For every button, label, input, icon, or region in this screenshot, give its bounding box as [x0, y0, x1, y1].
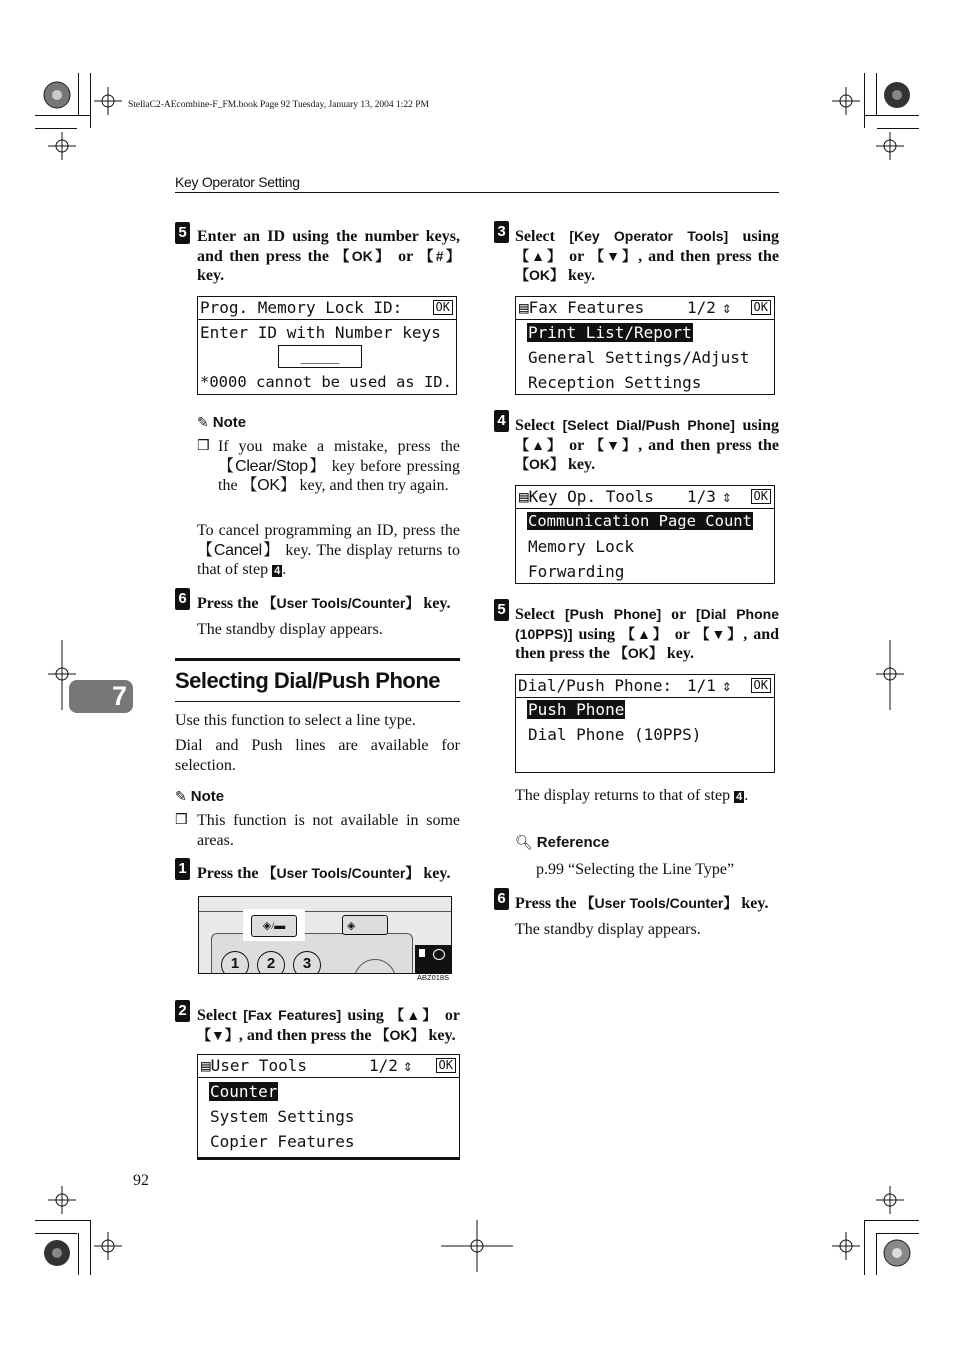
step-ref: 4	[736, 791, 743, 803]
up-arrow-key: 【▲】	[390, 1007, 439, 1023]
step-number: 5	[175, 222, 190, 244]
lcd-row: Copier Features	[210, 1132, 355, 1151]
running-header: Key Operator Setting	[175, 174, 300, 190]
pencil-icon: ✎	[175, 789, 187, 805]
number-key-1: 1	[221, 951, 249, 974]
lcd-page: 1/2	[369, 1056, 398, 1075]
lcd-header: Dial/Push Phone:	[518, 676, 673, 695]
lcd-header: ▤User Tools	[201, 1056, 307, 1075]
magnifier-icon: 🔍︎	[515, 835, 533, 851]
step-number: 1	[175, 858, 190, 880]
lcd-display	[515, 296, 775, 395]
user-tools-key: 【User Tools/Counter】	[580, 895, 738, 911]
down-arrow-key: 【▼】	[590, 247, 639, 264]
note-heading: ✎ Note	[175, 788, 225, 805]
ok-indicator: OK	[436, 1058, 456, 1073]
step-number: 3	[494, 221, 509, 243]
lcd-row-selected: Print List/Report	[528, 323, 692, 342]
pencil-icon: ✎	[197, 415, 209, 431]
down-arrow-key: 【▼】	[590, 436, 639, 453]
lcd-line: Enter ID with Number keys	[200, 323, 441, 342]
id-entry-field: ____	[278, 345, 362, 368]
cancel-paragraph: To cancel programming an ID, press the 【Cancel】 key. The display returns to that of step 4 .	[197, 522, 461, 578]
up-arrow-key: 【▲】	[515, 247, 564, 264]
ok-key: 【OK】	[515, 456, 564, 472]
menu-item-ref: [Select Dial/Push Phone]	[562, 417, 735, 433]
lcd-page: 1/1	[687, 676, 716, 695]
step-text: Press the 【User Tools/Counter】 key.	[515, 895, 769, 912]
reference-link[interactable]: p.99 “Selecting the Line Type”	[536, 861, 735, 878]
down-arrow-key: 【▼】	[197, 1026, 239, 1043]
lcd-header: ▤Fax Features	[519, 298, 645, 317]
section-title: Selecting Dial/Push Phone	[175, 668, 441, 693]
checkbox-icon: ❒	[197, 438, 210, 454]
ok-key: 【OK】	[335, 247, 392, 264]
lcd-row: Reception Settings	[528, 373, 702, 392]
header-rule	[175, 192, 779, 193]
step-number: 2	[175, 1000, 190, 1022]
up-arrow-key: 【▲】	[620, 625, 669, 642]
lcd-row: Dial Phone (10PPS)	[528, 725, 702, 744]
user-tools-key-icon: ◈/▬	[251, 915, 297, 937]
ok-key: 【OK】	[375, 1026, 425, 1043]
checkbox-icon: ❒	[175, 812, 188, 828]
control-panel-illustration	[198, 896, 452, 974]
clear-stop-key: 【Clear/Stop】	[218, 457, 327, 475]
user-tools-key: 【User Tools/Counter】	[262, 865, 420, 881]
intro-paragraph: Use this function to select a line type.	[175, 712, 416, 729]
result-text: The standby display appears.	[515, 921, 701, 938]
step-number: 6	[494, 888, 509, 910]
step-text: Select [Key Operator Tools] using 【▲】 or 【▼】, and then press the 【OK】 key.	[515, 228, 780, 284]
intro-paragraph: Dial and Push lines are available for selection.	[175, 737, 460, 774]
note-item: If you make a mistake, press the 【Clear/Stop】 key before pressing the 【OK】 key, and then try again.	[218, 438, 461, 494]
ok-indicator: OK	[751, 489, 771, 504]
scroll-icon: ⇕	[403, 1056, 413, 1075]
note-heading: ✎ Note	[197, 414, 247, 431]
result-text: The standby display appears.	[197, 621, 383, 638]
lcd-header: ▤Key Op. Tools	[519, 487, 654, 506]
step-number: 6	[175, 588, 190, 610]
section-rule	[175, 658, 460, 661]
note-item: This function is not available in some areas.	[197, 812, 460, 849]
ok-indicator: OK	[751, 300, 771, 315]
key-icon: ◈	[342, 915, 388, 935]
hash-key: 【#】	[419, 247, 461, 264]
step-text: Press the 【User Tools/Counter】 key.	[197, 595, 451, 612]
step-text: Select [Push Phone] or [Dial Phone (10PPS)] using 【▲】 or 【▼】, and then press the 【OK】 key.	[515, 606, 780, 662]
lcd-row-selected: Counter	[210, 1082, 278, 1101]
number-key-3: 3	[293, 951, 321, 974]
ok-indicator: OK	[433, 300, 453, 315]
menu-item-ref: [Dial Phone (10PPS)]	[515, 606, 779, 642]
page-number: 92	[133, 1172, 149, 1189]
reference-heading: 🔍︎ Reference	[515, 834, 610, 851]
lcd-page: 1/2	[687, 298, 716, 317]
scroll-icon: ⇕	[722, 298, 732, 317]
lcd-row: Memory Lock	[528, 537, 634, 556]
ok-key: 【OK】	[613, 645, 663, 661]
lcd-row: Forwarding	[528, 562, 625, 581]
lcd-row-selected: Communication Page Count	[528, 512, 752, 530]
print-header: StellaC2-AEcombine-F_FM.book Page 92 Tuesday, January 13, 2004 1:22 PM	[128, 100, 430, 110]
step-text: Press the 【User Tools/Counter】 key.	[197, 865, 451, 882]
menu-icon: ▤	[519, 487, 529, 506]
menu-icon: ▤	[519, 298, 529, 317]
figure-code: ABZ018S	[417, 973, 450, 982]
ok-indicator: OK	[751, 678, 771, 693]
lcd-header: Prog. Memory Lock ID:	[200, 298, 403, 317]
ok-key: 【OK】	[515, 267, 564, 283]
lcd-page: 1/3	[687, 487, 716, 506]
step-text: Select [Select Dial/Push Phone] using 【▲】 or 【▼】, and then press the 【OK】 key.	[515, 417, 780, 473]
lcd-display	[197, 1054, 460, 1160]
chapter-tab: 7	[69, 680, 133, 713]
section-rule	[175, 701, 460, 702]
cancel-key: 【Cancel】	[197, 541, 281, 559]
menu-icon: ▤	[201, 1056, 211, 1075]
step-number: 5	[494, 599, 509, 621]
step-text: Enter an ID using the number keys, and then press the 【OK】 or 【#】 key.	[197, 228, 461, 284]
menu-item-ref: [Fax Features]	[243, 1007, 342, 1023]
menu-item-ref: [Push Phone]	[564, 606, 662, 622]
lcd-row: General Settings/Adjust	[528, 348, 750, 367]
lcd-display	[197, 296, 457, 395]
step-number: 4	[494, 410, 509, 432]
down-arrow-key: 【▼】	[695, 625, 744, 642]
step-text: Select [Fax Features] using 【▲】 or 【▼】, and then press the 【OK】 key.	[197, 1007, 460, 1044]
lcd-display	[515, 674, 775, 773]
lcd-line: *0000 cannot be used as ID.	[200, 373, 452, 391]
lcd-row: System Settings	[210, 1107, 355, 1126]
lcd-display	[515, 485, 775, 584]
step-ref: 4	[274, 565, 281, 577]
number-key-2: 2	[257, 951, 285, 974]
menu-item-ref: [Key Operator Tools]	[569, 228, 729, 244]
lcd-row-selected: Push Phone	[528, 700, 625, 719]
user-tools-key: 【User Tools/Counter】	[262, 595, 420, 611]
scroll-icon: ⇕	[722, 676, 732, 695]
up-arrow-key: 【▲】	[515, 436, 564, 453]
returns-paragraph: The display returns to that of step 4 .	[515, 787, 749, 804]
scroll-icon: ⇕	[722, 487, 732, 506]
ok-key: 【OK】	[241, 477, 296, 494]
